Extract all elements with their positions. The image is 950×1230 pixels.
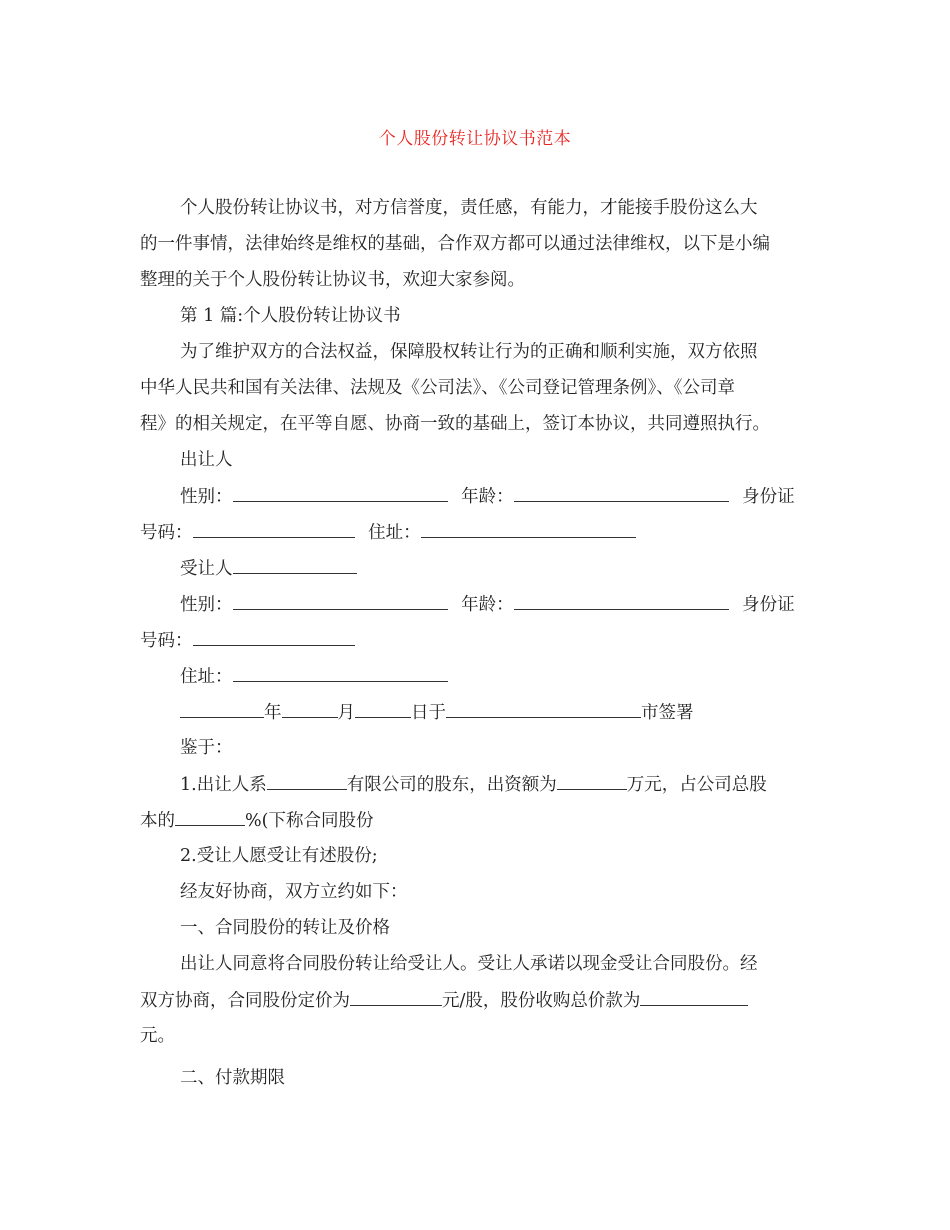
year-blank xyxy=(180,700,264,718)
percentage-blank xyxy=(175,808,245,826)
transferor-heading: 出让人 xyxy=(180,450,233,470)
address-label: 住址： xyxy=(180,667,233,687)
city-sign-label: 市签署 xyxy=(641,703,694,723)
age-blank xyxy=(514,484,729,502)
section-heading: 第 1 篇:个人股份转让协议书 xyxy=(180,306,401,326)
id-label-part-2: 号码： xyxy=(140,523,193,543)
article-1-line-1: 出让人同意将合同股份转让给受让人。受让人承诺以现金受让合同股份。经 xyxy=(180,954,758,974)
id-number-blank xyxy=(193,520,355,538)
gender-blank xyxy=(233,484,448,502)
article-2-heading: 二、付款期限 xyxy=(180,1068,285,1088)
article-1-line-3: 元。 xyxy=(140,1026,175,1046)
age-blank xyxy=(514,592,729,610)
article-1-line-2: 双方协商，合同股份定价为 元/股，股份收购总价款为 xyxy=(140,988,812,1013)
whereas-heading: 鉴于： xyxy=(180,738,233,758)
address-blank xyxy=(421,520,636,538)
day-label: 日于 xyxy=(411,703,446,723)
price-per-share-blank xyxy=(350,988,442,1006)
city-blank xyxy=(446,700,641,718)
clause-1-line-1: 1.出让人系 有限公司的股东，出资额为 万元，占公司总股 xyxy=(180,772,812,797)
capital-blank xyxy=(557,772,627,790)
intro-paragraph-line-3: 整理的关于个人股份转让协议书，欢迎大家参阅。 xyxy=(140,270,525,290)
id-label-part-2: 号码： xyxy=(140,631,193,651)
transferee-address-row xyxy=(180,664,812,689)
id-number-blank xyxy=(193,628,355,646)
purpose-paragraph-line-1: 为了维护双方的合法权益，保障股权转让行为的正确和顺利实施，双方依照 xyxy=(180,342,758,362)
intro-paragraph-line-1: 个人股份转让协议书，对方信誉度，责任感，有能力，才能接手股份这么大 xyxy=(180,198,758,218)
id-label-part-1: 身份证 xyxy=(742,595,795,615)
purpose-paragraph-line-2: 中华人民共和国有关法律、法规及《公司法》、《公司登记管理条例》、《公司章 xyxy=(140,378,735,398)
day-blank xyxy=(355,700,411,718)
transferor-gender-age-row xyxy=(180,484,812,509)
gender-blank xyxy=(233,592,448,610)
id-label-part-1: 身份证 xyxy=(742,487,795,507)
year-label: 年 xyxy=(264,703,282,723)
month-blank xyxy=(282,700,338,718)
agreement-intro: 经友好协商，双方立约如下： xyxy=(180,882,408,902)
purpose-paragraph-line-3: 程》的相关规定，在平等自愿、协商一致的基础上，签订本协议，共同遵照执行。 xyxy=(140,414,770,434)
company-blank xyxy=(267,772,347,790)
transferee-gender-age-row xyxy=(180,592,812,617)
transferee-heading: 受让人 xyxy=(180,559,233,579)
intro-paragraph-line-2: 的一件事情，法律始终是维权的基础，合作双方都可以通过法律维权，以下是小编 xyxy=(140,234,770,254)
transferee-heading-row xyxy=(180,556,812,581)
transferee-name-blank xyxy=(233,556,357,574)
address-label: 住址： xyxy=(368,523,421,543)
total-price-blank xyxy=(640,988,748,1006)
clause-2: 2.受让人愿受让有述股份; xyxy=(180,846,378,866)
transferor-id-address-row xyxy=(140,520,812,545)
month-label: 月 xyxy=(337,703,355,723)
article-1-heading: 一、合同股份的转让及价格 xyxy=(180,918,390,938)
address-blank xyxy=(233,664,448,682)
age-label: 年龄： xyxy=(461,487,514,507)
document-title: 个人股份转让协议书范本 xyxy=(378,129,572,149)
clause-1-line-2: 本的 %(下称合同股份 xyxy=(140,808,812,833)
gender-label: 性别： xyxy=(180,487,233,507)
transferee-id-row xyxy=(140,628,812,653)
gender-label: 性别： xyxy=(180,595,233,615)
signing-date-place-row xyxy=(180,700,812,725)
age-label: 年龄： xyxy=(461,595,514,615)
